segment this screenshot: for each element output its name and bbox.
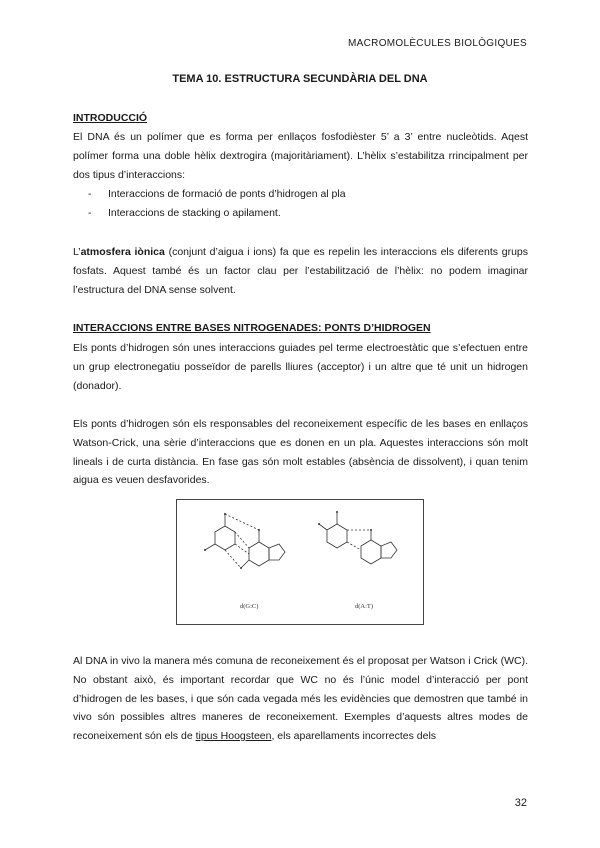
- ionic-atmosphere-text: [73, 243, 528, 299]
- at-label: d(A:T): [355, 603, 374, 610]
- hoogsteen-term: tipus Hoogsteen: [195, 730, 272, 743]
- section-heading-introduccio: INTRODUCCIÓ: [73, 112, 148, 124]
- page-number: 32: [514, 797, 527, 809]
- recognition-modes-text: [73, 652, 528, 746]
- p2-rest: (conjunt d’aigua i ions) fa que es repelin les interaccions els diferents grups fosfats. Aquest també és un factor clau per l’estabilització de l’hèlix: no podem imaginar l’estructura del DNA sense solvent.: [73, 246, 528, 296]
- hbond-definition-paragraph: [73, 339, 528, 395]
- base-pair-structures: [177, 500, 423, 624]
- hbond-definition-text: Els ponts d’hidrogen són unes interaccions guiades pel terme electroestàtic que s’efectuen entre un grup electronegatiu posseïdor de parells lliures (acceptor) i un altre que té unit un hidrogen (donador).: [73, 342, 528, 392]
- page-title: TEMA 10. ESTRUCTURA SECUNDÀRIA DEL DNA: [172, 73, 428, 85]
- list-item: - Interaccions de stacking o apilament.: [88, 204, 346, 223]
- p3-text: Al DNA in vivo la manera més comuna de reconeixement és el proposat per Watson i Crick (WC). No obstant això, és important recordar que WC no és l’únic model d’interacció per pont d’hidrogen de les bases, i que són cada vegada més les evidències que demostren que també in vivo són possibles altres maneres de reconeixement. Exemples d’aquests altres modes de reconeixement són els de: [73, 655, 528, 743]
- intro-paragraph: [73, 128, 528, 184]
- p2-prefix: L’: [73, 246, 81, 258]
- watson-crick-paragraph: [73, 415, 528, 490]
- at-pair-drawing: [319, 512, 397, 564]
- gc-label: d(G:C): [240, 603, 259, 610]
- ionic-atmosphere-paragraph: [73, 243, 528, 299]
- base-pair-figure: [176, 499, 424, 625]
- intro-text: El DNA és un polímer que es forma per enllaços fosfodièster 5’ a 3’ entre nucleòtids. Aqest polímer forma una doble hèlix dextrogira (majoritàriament). L’hèlix s’estabilitza rrincipalment per dos tipus d’interaccions:: [73, 131, 528, 181]
- section-heading-hydrogen-bonds: INTERACCIONS ENTRE BASES NITROGENADES: PONTS D’HIDROGEN: [73, 322, 431, 334]
- list-item: - Interaccions de formació de ponts d’hidrogen al pla: [88, 185, 346, 204]
- interaction-list: [88, 185, 346, 223]
- running-header: MACROMOLÈCULES BIOLÒGIQUES: [348, 38, 527, 49]
- recognition-modes-paragraph: [73, 652, 528, 746]
- gc-pair-drawing: [205, 514, 285, 568]
- watson-crick-text: Els ponts d’hidrogen són els responsables del reconeixement específic de les bases en enllaços Watson-Crick, una sèrie d’interaccions que es donen en un pla. Aquestes interaccions són molt lineals i de curta distància. En fase gas són molt estables (absència de dissolvent), i quan tenim aigua es veuen desfavorides.: [73, 418, 528, 487]
- p3-tail: , els aparellaments incorrectes dels: [271, 730, 437, 743]
- bold-term: atmosfera iònica: [80, 246, 165, 258]
